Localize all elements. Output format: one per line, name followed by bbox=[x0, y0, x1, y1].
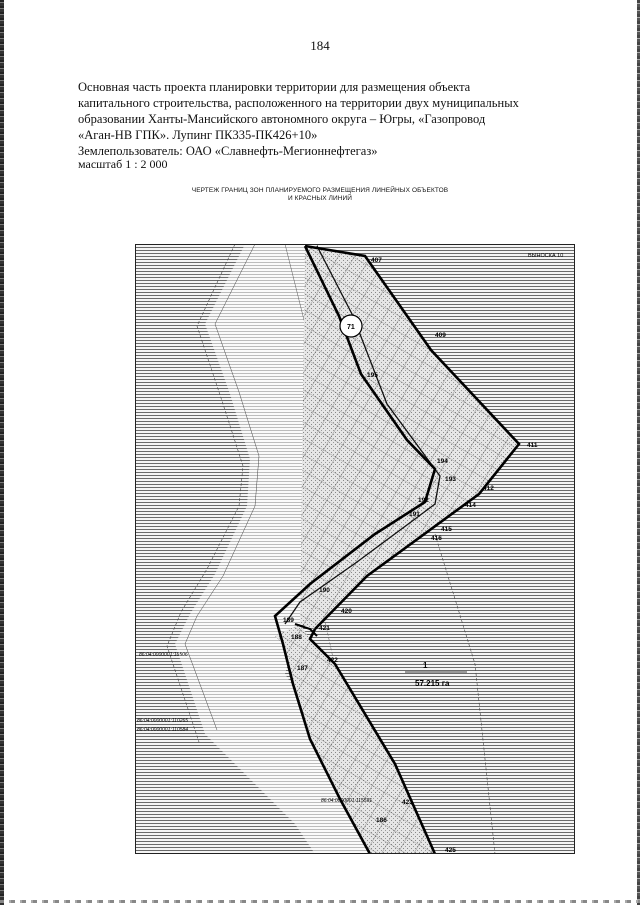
cadastral-label: 86:04:0000001:110265 bbox=[137, 718, 189, 724]
point-label: 193 bbox=[445, 476, 456, 483]
cadastral-label: 86:04:0000001:115591 bbox=[321, 798, 373, 804]
drawing-title bbox=[0, 187, 640, 203]
point-label: 189 bbox=[283, 617, 294, 624]
circle-label: 71 bbox=[347, 324, 355, 331]
header-line: Основная часть проекта планировки территории для размещения объекта bbox=[78, 80, 471, 94]
header-line: «Аган-НВ ГПК». Лупинг ПК335-ПК426+10» bbox=[78, 128, 318, 142]
point-label: 412 bbox=[483, 485, 494, 492]
point-label: 409 bbox=[435, 332, 446, 339]
point-label: 186 bbox=[376, 817, 387, 824]
point-label: 411 bbox=[527, 442, 538, 449]
point-label: 195 bbox=[367, 372, 378, 379]
corner-label: ВЫНОСКА 10 bbox=[528, 253, 564, 259]
point-label: 187 bbox=[297, 665, 308, 672]
point-label: 188 bbox=[291, 634, 302, 641]
document-header bbox=[78, 79, 558, 159]
scan-edge-bottom bbox=[0, 900, 640, 903]
point-label: 414 bbox=[465, 502, 476, 509]
header-line: образовании Ханты-Мансийского автономного округа – Югры, «Газопровод bbox=[78, 112, 486, 126]
page-number: 184 bbox=[310, 38, 330, 53]
point-label: 423 bbox=[402, 799, 413, 806]
cadastral-label: 86:04:0000001:16506 bbox=[139, 652, 188, 658]
area-id-label: 1 bbox=[423, 661, 428, 670]
drawing-title-line: И КРАСНЫХ ЛИНИЙ bbox=[287, 195, 353, 202]
point-label: 191 bbox=[409, 511, 420, 518]
drawing-title-line: ЧЕРТЕЖ ГРАНИЦ ЗОН ПЛАНИРУЕМОГО РАЗМЕЩЕНИЯ ЛИНЕЙНЫХ ОБЪЕКТОВ bbox=[191, 187, 449, 194]
point-label: 421 bbox=[319, 625, 330, 632]
scale-label: масштаб 1 : 2 000 bbox=[78, 157, 168, 171]
point-label: 192 bbox=[418, 497, 429, 504]
scan-edge-left bbox=[0, 0, 4, 905]
point-label: 194 bbox=[437, 458, 448, 465]
point-label: 422 bbox=[327, 657, 338, 664]
point-label: 420 bbox=[341, 608, 352, 615]
drawing-svg bbox=[135, 244, 575, 854]
point-label: 425 bbox=[445, 847, 456, 854]
point-label: 190 bbox=[319, 587, 330, 594]
point-label: 416 bbox=[431, 535, 442, 542]
header-line: капитального строительства, расположенного на территории двух муниципальных bbox=[78, 96, 519, 110]
point-label: 407 bbox=[371, 257, 382, 264]
header-line: Землепользователь: ОАО «Славнефть-Мегионнефтегаз» bbox=[78, 144, 378, 158]
planning-drawing bbox=[135, 244, 575, 854]
area-value-label: 57.215 га bbox=[415, 679, 450, 688]
point-label: 415 bbox=[441, 526, 452, 533]
cadastral-label: 86:04:0000001:110584 bbox=[137, 727, 189, 733]
